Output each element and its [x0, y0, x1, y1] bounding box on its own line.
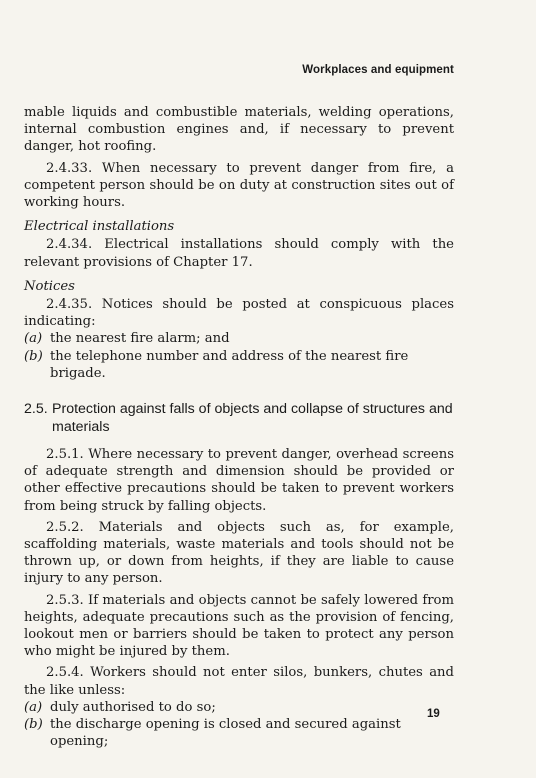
page-body — [24, 62, 454, 751]
paragraph-2-5-3: 2.5.3. If materials and objects cannot be safely lowered from heights, adequate precautions such as the provision of fencing, lookout men or barriers should be taken to protect any person who might be injured by them. — [24, 592, 454, 660]
list-item-label: (a) — [24, 699, 43, 715]
section-title: Protection against falls of objects and collapse of structures and materials — [52, 401, 453, 435]
paragraph-continuation: mable liquids and combustible materials, welding operations, internal combustion engines and, if necessary to prevent danger, hot roofing. — [24, 105, 454, 155]
list-item-label: (a) — [24, 331, 43, 347]
paragraph-2-5-4: 2.5.4. Workers should not enter silos, bunkers, chutes and the like unless: — [24, 665, 454, 698]
section-heading — [24, 401, 454, 436]
list-item-label: (b) — [24, 717, 43, 733]
subheading-notices: Notices — [24, 278, 75, 294]
paragraph-2-4-34: 2.4.34. Electrical installations should comply with the relevant provisions of Chapter 17. — [24, 237, 454, 270]
list-item — [24, 348, 454, 382]
list-item-text: the telephone number and address of the nearest fire brigade. — [50, 348, 409, 381]
running-head: Workplaces and equipment — [302, 64, 454, 76]
list-item — [24, 716, 454, 750]
list-item — [24, 699, 454, 716]
paragraph-2-4-35: 2.4.35. Notices should be posted at conspicuous places indicating: — [24, 297, 454, 330]
list-item-text: the nearest fire alarm; and — [50, 331, 230, 347]
section-number: 2.5. — [24, 401, 48, 418]
subheading-electrical-installations: Electrical installations — [24, 219, 175, 235]
list-item-text: duly authorised to do so; — [50, 699, 216, 715]
paragraph-2-4-33: 2.4.33. When necessary to prevent danger from fire, a competent person should be on duty at construction sites out of working hours. — [24, 160, 454, 211]
list-item-text: the discharge opening is closed and secured against opening; — [50, 717, 401, 750]
paragraph-2-5-2: 2.5.2. Materials and objects such as, for example, scaffolding materials, waste materials and tools should not be thrown up, or down from heights, if they are liable to cause injury to any person. — [24, 519, 454, 587]
list-item — [24, 330, 454, 347]
list-item-label: (b) — [24, 348, 43, 364]
paragraph-2-5-1: 2.5.1. Where necessary to prevent danger, overhead screens of adequate strength and dimension should be provided or other effective precautions should be taken to prevent workers from being struck by falling objects. — [24, 447, 454, 514]
page-number: 19 — [427, 708, 440, 720]
